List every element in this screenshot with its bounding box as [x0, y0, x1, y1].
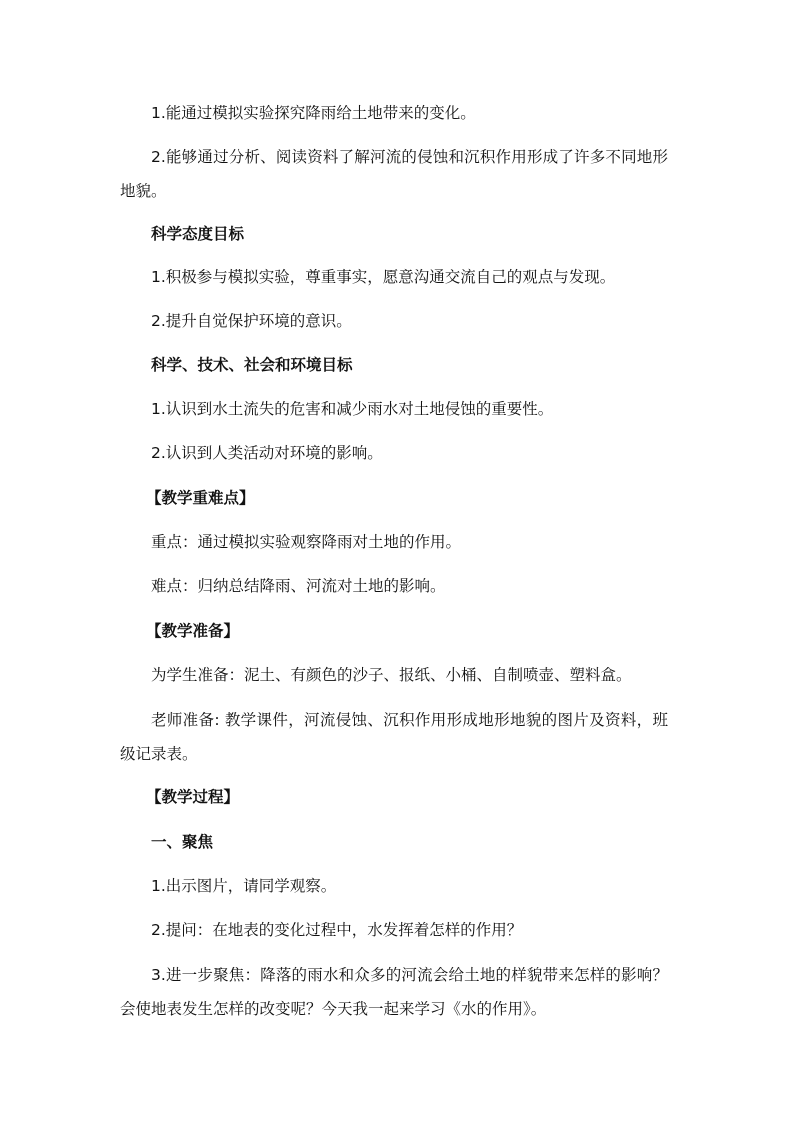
section-heading-stse: 科学、技术、社会和环境目标: [151, 356, 353, 374]
section-heading-focus: 一、聚焦: [151, 833, 214, 851]
student-preparation: 为学生准备：泥土、有颜色的沙子、报纸、小桶、自制喷壶、塑料盒。: [151, 666, 632, 684]
key-point: 重点：通过模拟实验观察降雨对土地的作用。: [151, 533, 462, 551]
section-heading-science-attitude: 科学态度目标: [151, 225, 245, 243]
stse-item-2: 2.认识到人类活动对环境的影响。: [151, 444, 383, 462]
section-heading-process: 【教学过程】: [146, 788, 240, 806]
focus-step-2: 2.提问：在地表的变化过程中，水发挥着怎样的作用？: [151, 921, 523, 939]
difficult-point: 难点：归纳总结降雨、河流对土地的影响。: [151, 577, 446, 595]
section-heading-key-points: 【教学重难点】: [146, 489, 255, 507]
teacher-preparation: 老师准备: 教学课件，河流侵蚀、沉积作用形成地形地貌的图片及资料，班级记录表。: [120, 711, 668, 763]
focus-step-3: 3.进一步聚焦：降落的雨水和众多的河流会给土地的样貌带来怎样的影响？会使地表发生怎样的改变呢？今天我一起来学习《水的作用》。: [120, 966, 668, 1018]
stse-item-1: 1.认识到水土流失的危害和减少雨水对土地侵蚀的重要性。: [151, 400, 554, 418]
attitude-item-1: 1.积极参与模拟实验，尊重事实，愿意沟通交流自己的观点与发现。: [151, 268, 616, 286]
focus-step-1: 1.出示图片，请同学观察。: [151, 877, 337, 895]
attitude-item-2: 2.提升自觉保护环境的意识。: [151, 312, 352, 330]
section-heading-preparation: 【教学准备】: [146, 622, 240, 640]
objective-item-2: 2.能够通过分析、阅读资料了解河流的侵蚀和沉积作用形成了许多不同地形地貌。: [120, 148, 668, 200]
objective-item-1: 1.能通过模拟实验探究降雨给土地带来的变化。: [151, 104, 476, 122]
